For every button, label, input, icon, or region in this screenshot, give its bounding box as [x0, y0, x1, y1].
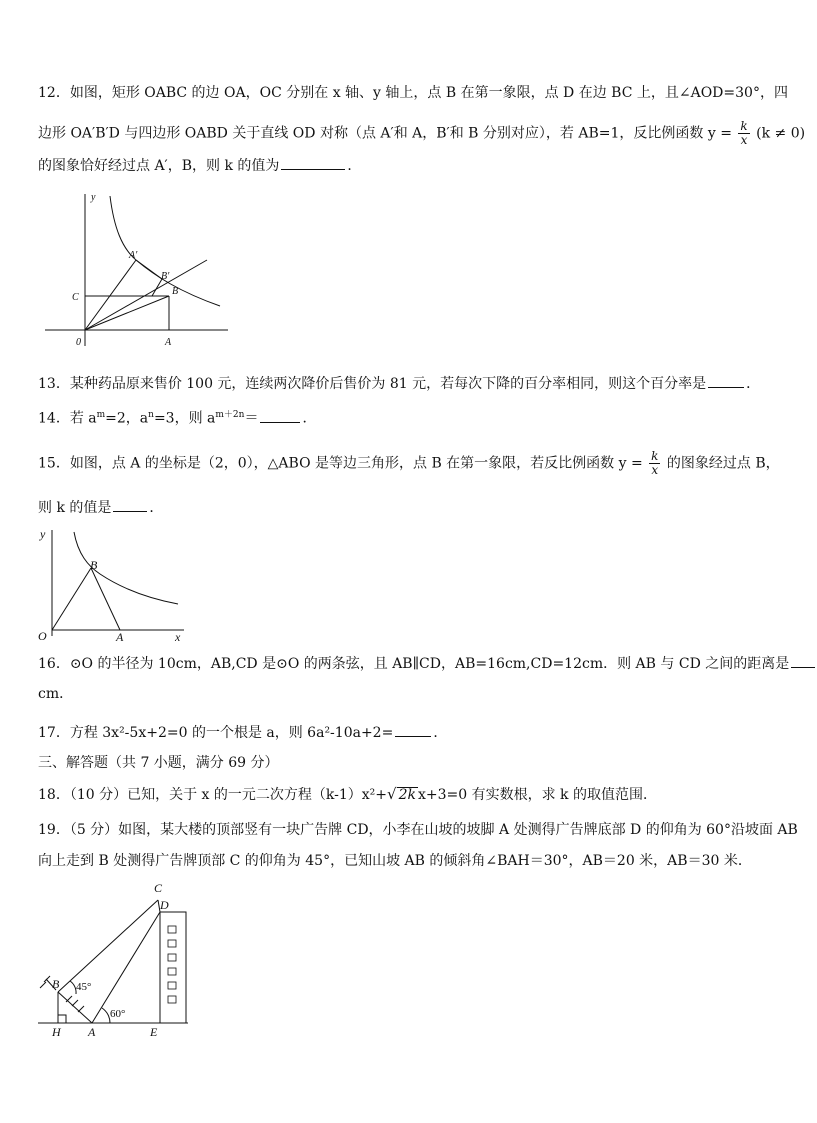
q14: [38, 405, 316, 429]
q13-answer-blank[interactable]: [708, 373, 744, 388]
sqrt-icon: √: [387, 785, 397, 803]
q15-end: ．: [149, 500, 164, 516]
q15-text-b: 的图象经过点 B，: [666, 455, 780, 472]
q15-text-a: 15．如图，点 A 的坐标是（2，0），△ABO 是等边三角形，点 B 在第一象限，若反比例函数 y =: [38, 455, 643, 472]
q19-fig-angle60: 60°: [110, 1008, 126, 1020]
q12-end: ．: [347, 158, 362, 174]
q15-line2: [38, 497, 163, 518]
q12-line3-text: 的图象恰好经过点 A′，B，则 k 的值为: [38, 158, 280, 174]
q14-answer-blank[interactable]: [260, 408, 300, 423]
q12-frac-num: k: [740, 119, 748, 133]
q15-fig-O-label: O: [38, 629, 47, 643]
q12-fig-A-label: A: [165, 337, 172, 348]
q14-exp-m: m: [96, 410, 106, 420]
q12-fig-O-label: 0: [76, 337, 81, 348]
q19-fig-A-label: A: [88, 1025, 96, 1039]
q16-text: 16．⊙O 的半径为 10cm，AB,CD 是⊙O 的两条弦，且 AB∥CD，AB=16cm,CD=12cm．则 AB 与 CD 之间的距离是: [38, 656, 790, 672]
q17-text: 17．方程 3x²-5x+2=0 的一个根是 a，则 6a²-10a+2=: [38, 725, 394, 741]
q19-line1: 19．（5 分）如图，某大楼的顶部竖有一块广告牌 CD，小李在山坡的坡脚 A 处测得广告牌底部 D 的仰角为 60°沿坡面 AB: [38, 822, 798, 838]
q18-text-b: x+3=0 有实数根，求 k 的取值范围．: [417, 787, 657, 803]
q14-text-a: 14．若 a: [38, 410, 97, 427]
q12-line2: [38, 120, 805, 147]
q18-text-a: 18．（10 分）已知，关于 x 的一元二次方程（k-1）x²+: [38, 787, 387, 803]
q17-end: ．: [433, 725, 448, 741]
q12-frac-den: x: [740, 133, 748, 147]
q19-fig-E-label: E: [150, 1025, 158, 1039]
q15-frac-num: k: [651, 449, 659, 463]
q18: [38, 784, 657, 805]
q12-fig-A1-label: A′: [129, 250, 138, 261]
q12-line2-text: 边形 OA′B′D 与四边形 OABD 关于直线 OD 对称（点 A′和 A，B′和 B 分别对应），若 AB=1，反比例函数 y =: [38, 125, 732, 142]
q19-fig-B-label: B: [52, 977, 60, 991]
q15-fraction: [649, 450, 660, 477]
q12-fig-C-label: C: [72, 292, 79, 303]
q15-fig-B-label: B: [90, 558, 98, 572]
q19-line2: 向上走到 B 处测得广告牌顶部 C 的仰角为 45°，已知山坡 AB 的倾斜角∠BAH＝30°，AB＝20 米，AB＝30 米．: [38, 853, 752, 869]
q15-fig-y-label: y: [40, 527, 46, 541]
q14-end: ．: [302, 410, 317, 427]
q18-sqrt-arg: 2k: [398, 787, 416, 803]
q14-text-d: ＝: [244, 410, 259, 427]
q16-line1: [38, 653, 817, 674]
q13-end: ．: [746, 376, 761, 392]
q12-fraction: [738, 120, 749, 147]
q14-exp-n: n: [148, 410, 154, 420]
q12-fig-B1-label: B′: [161, 271, 170, 282]
q12-fig-B-label: B: [172, 286, 179, 297]
q19-figure: [36, 878, 196, 1040]
q14-exp-m2n: m＋2n: [215, 410, 245, 420]
q16-answer-blank[interactable]: [791, 653, 815, 668]
q12-answer-blank[interactable]: [281, 155, 345, 170]
q17: [38, 722, 447, 743]
q16-line2: cm．: [38, 686, 74, 702]
q19-fig-angle45: 45°: [76, 981, 92, 993]
q19-fig-D-label: D: [160, 898, 169, 912]
q15-fig-x-label: x: [175, 630, 181, 644]
q14-text-b: =2，a: [105, 410, 149, 427]
q14-text-c: =3，则 a: [153, 410, 216, 427]
q17-answer-blank[interactable]: [395, 722, 431, 737]
q15-frac-den: x: [651, 463, 659, 477]
q15-figure: [36, 524, 188, 644]
q19-fig-H-label: H: [52, 1025, 61, 1039]
q19-fig-C-label: C: [154, 881, 163, 895]
q15-fig-A-label: A: [116, 630, 124, 644]
q13-text: 13．某种药品原来售价 100 元，连续两次降价后售价为 81 元，若每次下降的百分率相同，则这个百分率是: [38, 376, 707, 392]
q13: [38, 373, 760, 394]
section-3-heading: 三、解答题（共 7 小题，满分 69 分）: [38, 755, 279, 771]
q12-condition: (k ≠ 0): [756, 125, 806, 142]
q15-line2-text: 则 k 的值是: [38, 500, 112, 516]
q15-line1: [38, 450, 780, 477]
q15-answer-blank[interactable]: [113, 497, 147, 512]
q12-line1: 12．如图，矩形 OABC 的边 OA，OC 分别在 x 轴、y 轴上，点 B 在第一象限，点 D 在边 BC 上，且∠AOD=30°，四: [38, 85, 788, 101]
q12-figure: [40, 188, 235, 350]
q12-fig-y-label: y: [91, 192, 96, 203]
q12-line3: [38, 155, 361, 176]
